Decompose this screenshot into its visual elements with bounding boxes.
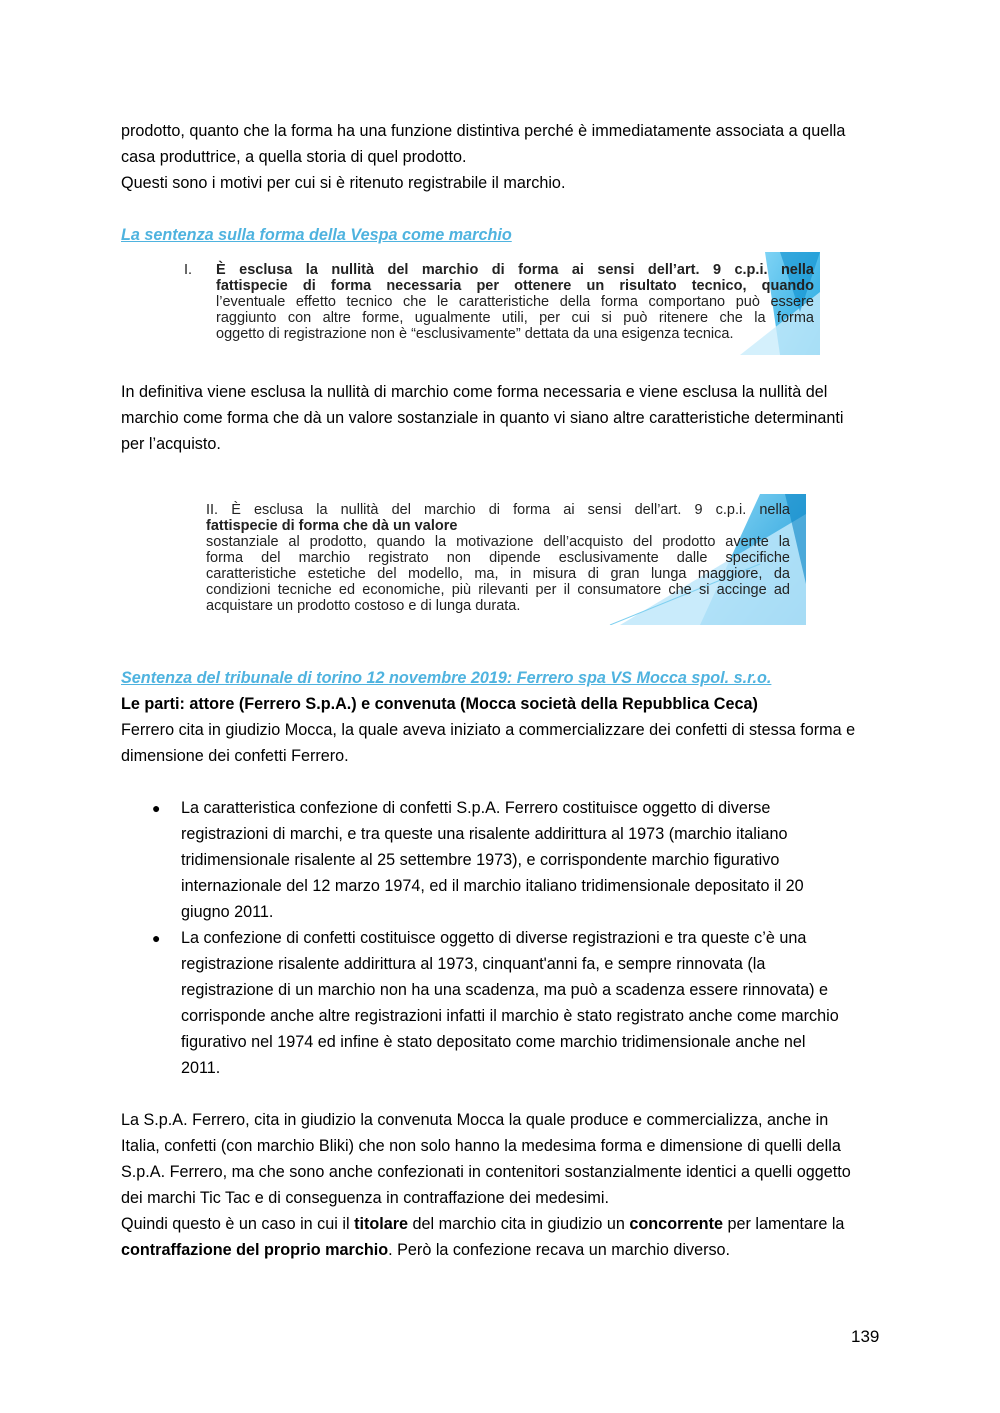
parties-heading: Le parti: attore (Ferrero S.p.A.) e convenuta (Mocca società della Repubblica Ceca) [121,695,758,713]
closing-line: Italia, confetti (con marchio Bliki) che non solo hanno la medesima forma e dimensione di quelli della [121,1137,841,1155]
slide-text: È esclusa la nullità del marchio di forma ai sensi dell’art. 9 c.p.i. nella fattispecie di forma necessaria per ottenere un risultato tecnico, quando l’eventuale effetto tecnico che le caratteristiche della forma comportano può essere raggiunto con altre forme, ugualmente utili, per cui si può ritenere che la forma oggetto di registrazione non è “esclusivamente” dettata da una esigenza tecnica. [216,262,814,342]
list-item: ● La confezione di confetti costituisce oggetto di diverse registrazioni e tra queste c’è una registrazione risalente addirittura al 1973, cinquant'anni fa, e sempre rinnovata (la registrazione di un marchio non ha una scadenza, ma può a scadenza essere rinnovata) e corrisponde anche altre registrazioni infatti il marchio è stato registrato anche come marchio figurativo nel 1974 ed infine è stato depositato come marchio tridimensionale anche nel 2011. [121,925,883,1081]
case-intro-line: Ferrero cita in giudizio Mocca, la quale aveva iniziato a commercializzare dei confetti di stessa forma e [121,721,856,739]
vespa-section-link[interactable]: La sentenza sulla forma della Vespa come marchio [121,226,512,244]
conclusion-line: per l’acquisto. [121,435,221,453]
slide-image-vespa-technical [180,252,820,355]
case-intro-line: dimensione dei confetti Ferrero. [121,747,349,765]
list-item: ● La caratteristica confezione di confetti S.p.A. Ferrero costituisce oggetto di diverse registrazioni di marchi, e tra queste una risalente addirittura al 1973 (marchio italiano tridimensionale risalente al 25 settembre 1973), e corrispondente marchio figurativo internazionale del 12 marzo 1974, ed il marchio italiano tridimensionale depositato il 20 giugno 2011. [121,795,883,925]
slide-text: II. È esclusa la nullità del marchio di forma ai sensi dell’art. 9 c.p.i. nella fattispecie di forma che dà un valore sostanziale al prodotto, quando la motivazione dell’acquisto del prodotto avente la forma del marchio registrato non dipende esclusivamente dalle specifiche caratteristiche estetiche del modello, ma, in misura di gran lunga maggiore, da condizioni tecniche ed economiche, più rilevanti per il consumatore che si accinge ad acquistare un prodotto costoso e di lunga durata. [206,502,790,614]
closing-line: Quindi questo è un caso in cui il titolare del marchio cita in giudizio un concorrente per lamentare la [121,1215,845,1233]
intro-line: prodotto, quanto che la forma ha una funzione distintiva perché è immediatamente associata a quella [121,122,846,140]
closing-line: dei marchi Tic Tac e di conseguenza in contraffazione dei medesimi. [121,1189,609,1207]
conclusion-line: In definitiva viene esclusa la nullità di marchio come forma necessaria e viene esclusa la nullità del [121,383,828,401]
closing-line: contraffazione del proprio marchio. Però la confezione recava un marchio diverso. [121,1241,731,1259]
slide-image-vespa-substantial [200,494,806,625]
closing-line: S.p.A. Ferrero, ma che sono anche confezionati in contenitori sostanzialmente identici a quelli oggetto [121,1163,851,1181]
bullet-icon: ● [152,930,161,946]
closing-line: La S.p.A. Ferrero, cita in giudizio la convenuta Mocca la quale produce e commercializza, anche in [121,1111,829,1129]
intro-line: casa produttrice, a quella storia di quel prodotto. [121,148,467,166]
bullet-list [121,795,883,1081]
slide-item-number: I. [184,262,193,278]
ferrero-section-link[interactable]: Sentenza del tribunale di torino 12 novembre 2019: Ferrero spa VS Mocca spol. s.r.o. [121,669,772,687]
intro-line: Questi sono i motivi per cui si è ritenuto registrabile il marchio. [121,174,566,192]
bullet-icon: ● [152,800,161,816]
page-number: 139 [851,1327,880,1346]
conclusion-line: marchio come forma che dà un valore sostanziale in quanto vi siano altre caratteristiche determinanti [121,409,844,427]
